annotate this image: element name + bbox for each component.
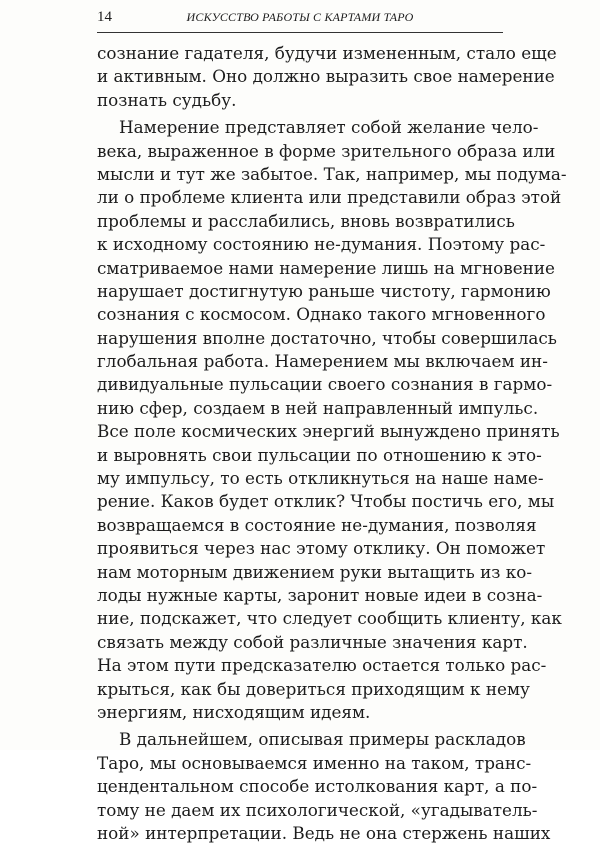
running-head — [97, 6, 503, 33]
text-line: Намерение представляет собой желание чело- — [119, 117, 539, 138]
text-line: рение. Каков будет отклик? Чтобы постичь его, мы — [97, 491, 555, 512]
text-line: ние, подскажет, что следует сообщить клиенту, как — [97, 608, 562, 629]
text-line: Таро, мы основываемся именно на таком, транс- — [97, 752, 532, 773]
text-line: сматриваемое нами намерение лишь на мгновение — [97, 257, 555, 278]
text-line: проблемы и расслабились, вновь возвратились — [97, 210, 515, 231]
text-line: проявиться через нас этому отклику. Он поможет — [97, 538, 546, 559]
text-line: дивидуальные пульсации своего сознания в гармо- — [97, 374, 553, 395]
text-line: сознания с космосом. Однако такого мгновенного — [97, 304, 546, 325]
text-line: века, выраженное в форме зрительного образа или — [97, 140, 556, 161]
text-line: энергиям, нисходящим идеям. — [97, 701, 371, 722]
text-line: нарушения вполне достаточно, чтобы совершилась — [97, 327, 557, 348]
text-line: мысли и тут же забытое. Так, например, мы подума- — [97, 163, 567, 184]
text-line: ной» интерпретации. Ведь не она стержень наших — [97, 822, 551, 843]
text-line: нам моторным движением руки вытащить из ко- — [97, 561, 533, 582]
text-line: му импульсу, то есть откликнуться на наше наме- — [97, 468, 544, 489]
running-title: ИСКУССТВО РАБОТЫ С КАРТАМИ ТАРО — [186, 10, 414, 24]
text-line: нарушает достигнутую раньше чистоту, гармонию — [97, 280, 551, 301]
text-line: тому не даем их психологической, «угадыватель- — [97, 799, 538, 820]
text-line: Все поле космических энергий вынуждено принять — [97, 421, 560, 442]
text-line: глобальная работа. Намерением мы включаем ин- — [97, 351, 548, 372]
text-line: возвращаемся в состояние не-думания, позволяя — [97, 514, 537, 535]
text-line: цендентальном способе истолкования карт, а по- — [97, 776, 538, 797]
body-text — [97, 42, 567, 845]
text-line: связать между собой различные значения карт. — [97, 631, 528, 652]
text-line: и активным. Оно должно выразить свое намерение — [97, 66, 555, 87]
page-number: 14 — [97, 9, 112, 25]
text-line: сознание гадателя, будучи измененным, стало еще — [97, 43, 557, 63]
text-line: нию сфер, создаем в ней направленный импульс. — [97, 397, 539, 418]
text-line: На этом пути предсказателю остается только рас- — [97, 655, 547, 676]
text-line: В дальнейшем, описывая примеры раскладов — [119, 729, 526, 750]
text-line: ли о проблеме клиента или представили образ этой — [97, 187, 562, 208]
text-line: крыться, как бы довериться приходящим к нему — [97, 678, 530, 699]
text-line: лоды нужные карты, заронит новые идеи в созна- — [97, 584, 543, 605]
text-line: и выровнять свои пульсации по отношению к это- — [97, 444, 542, 465]
text-line: к исходному состоянию не-думания. Поэтому рас- — [97, 234, 546, 255]
text-line: познать судьбу. — [97, 89, 237, 110]
